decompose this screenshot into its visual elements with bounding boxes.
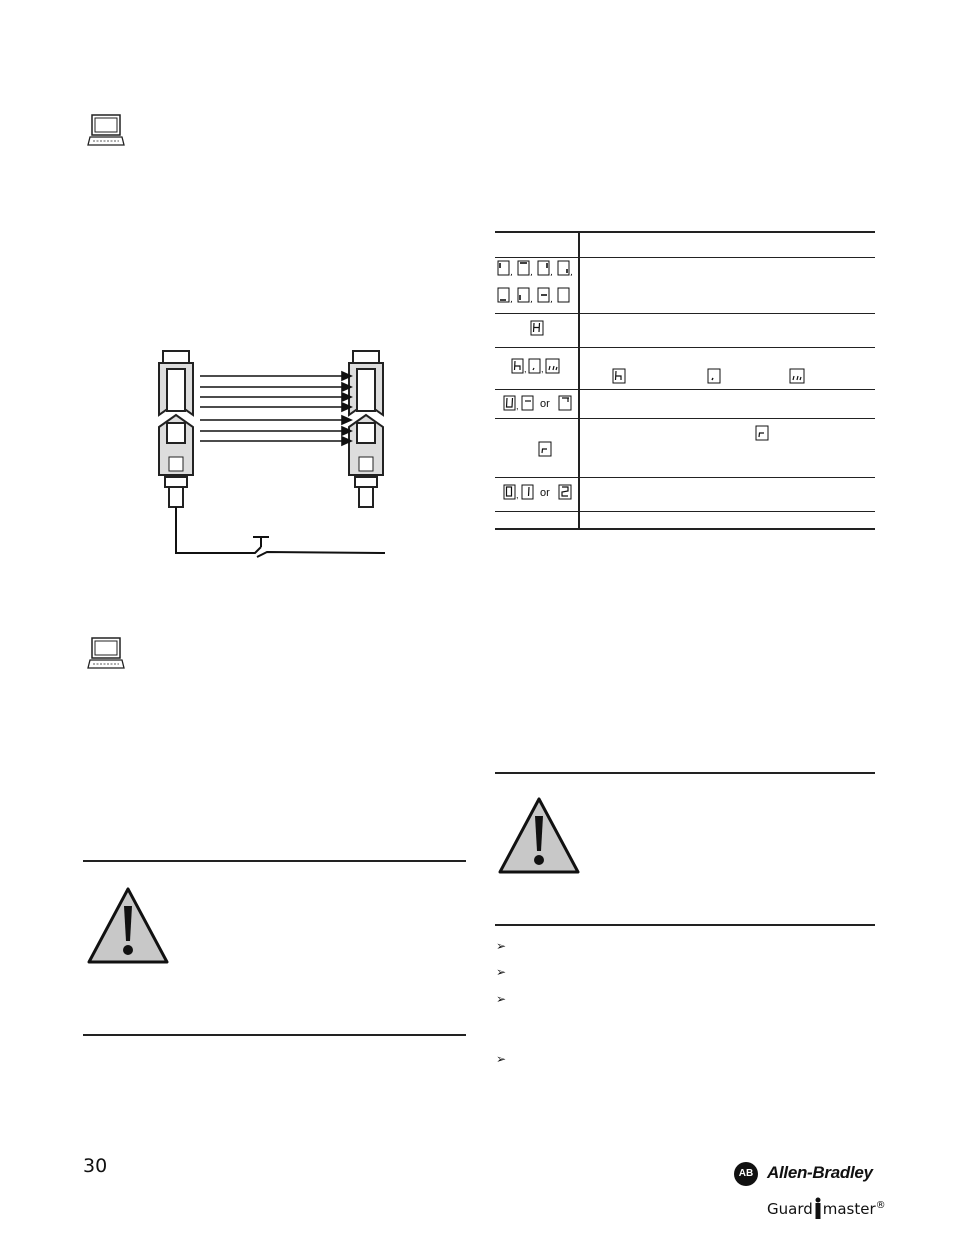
segment-display-symbols-row-1 [497,260,577,305]
svg-text:,: , [550,268,553,278]
svg-text:,: , [570,268,573,278]
svg-text:,: , [524,364,527,374]
bullet-arrow-icon: ➢ [496,992,507,1006]
segment-symbols-row-6 [503,484,573,500]
svg-text:,: , [530,268,533,278]
svg-text:,: , [516,401,519,411]
receiver-column [349,351,383,507]
table-row-rule [495,313,875,314]
allen-bradley-logo: AB [734,1162,758,1186]
warning-top-rule [495,772,875,774]
bullet-arrow-icon: ➢ [496,939,507,953]
product-name-right: master [822,1200,876,1218]
table-row-rule [495,511,875,512]
brand-name: Allen-Bradley [767,1163,873,1182]
table-row-rule [495,389,875,390]
svg-text:,: , [510,295,513,305]
bullet-arrow-icon: ➢ [496,1052,507,1066]
table-or-word: or [540,398,550,410]
transmitter-column [159,351,193,507]
table-or-word: or [540,487,550,499]
warning-icon [497,796,581,876]
table-top-rule [495,231,875,233]
computer-icon [89,113,125,149]
segment-symbol-r [538,441,552,457]
warning-bottom-rule [495,924,875,926]
segment-symbols-row-4 [503,395,573,411]
svg-text:,: , [541,364,544,374]
guard-figure-icon [813,1197,823,1219]
segment-symbol-comma [707,368,721,384]
page-number: 30 [83,1155,108,1177]
segment-symbol-h-upper [530,320,544,336]
svg-text:,: , [550,295,553,305]
table-row-rule [495,418,875,419]
warning-bottom-rule [83,1034,466,1036]
svg-text:,: , [510,268,513,278]
segment-symbol-double-bar [789,368,805,384]
light-curtain-diagram [155,345,395,565]
product-name-left: Guard [767,1200,813,1218]
product-logo [767,1197,886,1219]
svg-text:,: , [530,295,533,305]
segment-symbol-h-lower [612,368,626,384]
svg-text:,: , [516,490,519,500]
table-bottom-rule [495,528,875,530]
segment-symbols-row-3 [511,358,561,374]
warning-top-rule [83,860,466,862]
table-row-rule [495,257,875,258]
light-beams [200,372,351,445]
computer-icon [89,636,125,672]
table-row-rule [495,477,875,478]
table-row-rule [495,347,875,348]
table-column-divider [578,231,580,529]
switch-wiring [176,507,385,557]
warning-icon [86,886,170,966]
registered-mark: ® [875,1200,886,1211]
bullet-arrow-icon: ➢ [496,965,507,979]
segment-symbol-r-inline [755,425,769,441]
